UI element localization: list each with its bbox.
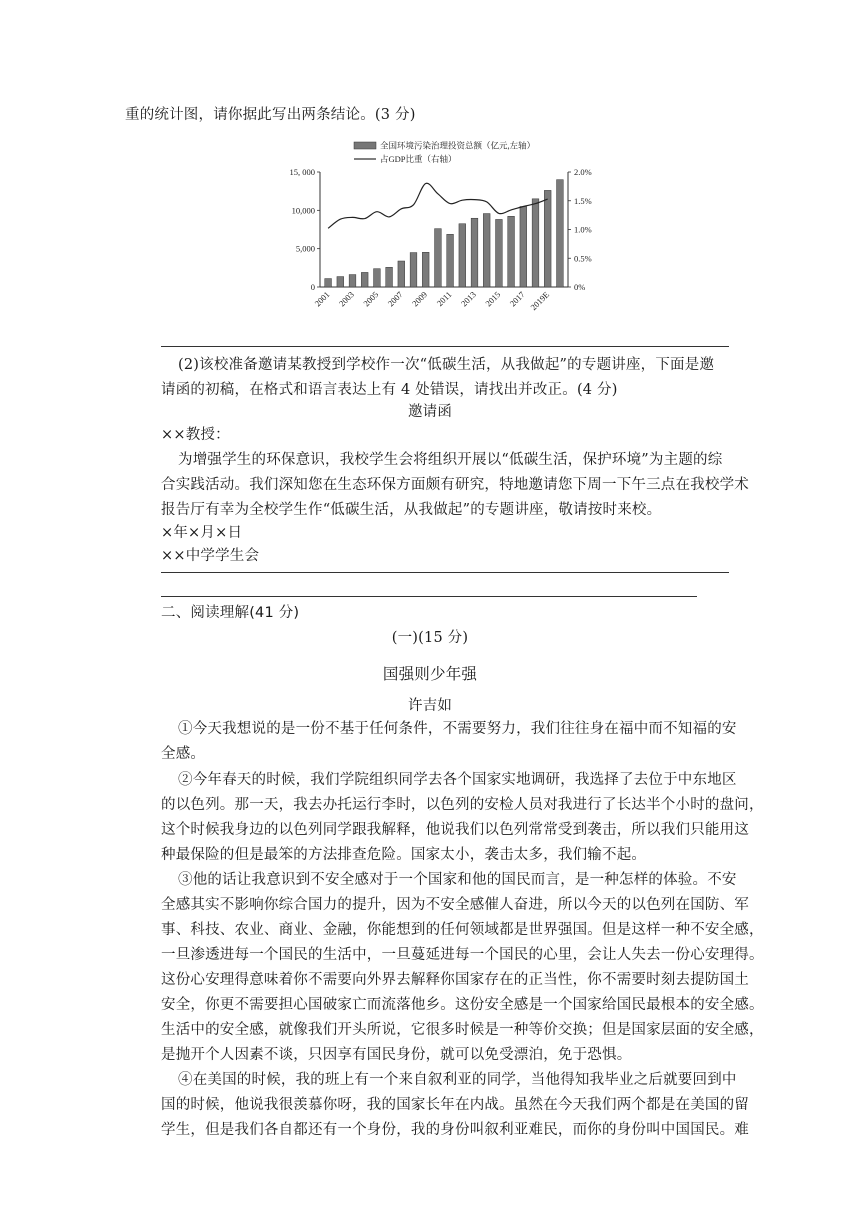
letter-body-line: 为增强学生的环保意识，我校学生会将组织开展以“低碳生活，保护环境”为主题的综 <box>178 452 723 468</box>
investment-bar <box>386 267 393 287</box>
left-axis-tick-label: 5,000 <box>295 243 315 254</box>
chart-line <box>328 183 548 228</box>
article-line: 这个时候我身边的以色列同学跟我解释，他说我们以色列常常受到袭击，所以我们只能用这 <box>161 822 749 838</box>
investment-bar <box>544 190 551 287</box>
investment-bar <box>447 234 454 287</box>
right-axis-tick-label: 1.0% <box>574 224 592 235</box>
investment-bar <box>471 218 478 287</box>
investment-chart <box>289 135 600 320</box>
legend-line-label: 占GDP比重（右轴） <box>380 154 457 164</box>
left-axis-tick-label: 15, 000 <box>289 167 315 177</box>
investment-bar <box>483 214 490 287</box>
legend-bar-label: 全国环境污染治理投资总额（亿元,左轴） <box>380 140 536 151</box>
chart-x-ticks <box>312 289 551 312</box>
investment-bar <box>508 216 515 287</box>
investment-bar <box>325 279 332 287</box>
q2-line2: 请函的初稿，在格式和语言表达上有 4 处错误，请找出并改正。(4 分) <box>161 382 618 398</box>
article-line: 一旦渗透进每一个国民的生活中，一旦蔓延进每一个国民的心里，会让人失去一份心安理得。 <box>161 947 764 963</box>
x-axis-tick-label: 2019E <box>528 289 552 313</box>
x-axis-tick-label: 2017 <box>507 289 527 309</box>
x-axis-tick-label: 2003 <box>336 289 356 309</box>
x-axis-tick-label: 2007 <box>385 289 405 309</box>
question-intro-line: 重的统计图，请你据此写出两条结论。(3 分) <box>125 107 416 123</box>
article-line: ①今天我想说的是一份不基于任何条件，不需要努力，我们往往身在福中而不知福的安 <box>178 721 737 737</box>
investment-bar <box>374 269 381 287</box>
article-line: 生活中的安全感，就像我们开头所说，它很多时候是一种等价交换；但是国家层面的安全感， <box>161 1022 764 1038</box>
article-line: ②今年春天的时候，我们学院组织同学去各个国家实地调研，我选择了去位于中东地区 <box>178 772 737 788</box>
letter-title: 邀请函 <box>407 404 453 420</box>
chart-bars <box>325 180 564 287</box>
letter-body-line: 报告厅有幸为全校学生作“低碳生活，从我做起”的专题讲座，敬请按时来校。 <box>161 502 662 518</box>
article-line: 的以色列。那一天，我去办托运行李时，以色列的安检人员对我进行了长达半个小时的盘问， <box>161 797 764 813</box>
article-title: 国强则少年强 <box>382 665 478 683</box>
left-axis-tick-label: 10,000 <box>291 205 315 216</box>
article-line: 事、科技、农业、商业、金融，你能想到的任何领域都是世界强国。但是这样一种不安全感， <box>161 922 764 938</box>
investment-bar <box>520 207 527 288</box>
x-axis-tick-label: 2009 <box>410 289 430 309</box>
chart-legend <box>354 141 535 165</box>
letter-signature: ××中学学生会 <box>161 548 260 564</box>
article-line: 种最保险的但是最笨的方法排查危险。国家太小，袭击太多，我们输不起。 <box>161 847 647 863</box>
x-axis-tick-label: 2013 <box>458 289 478 309</box>
investment-bar <box>459 224 466 287</box>
legend-bar-swatch <box>354 142 376 149</box>
investment-bar <box>361 272 368 287</box>
right-axis-tick-label: 0% <box>574 282 586 292</box>
investment-bar <box>337 277 344 287</box>
investment-bar <box>422 252 429 287</box>
left-axis-tick-label: 0 <box>310 282 315 292</box>
right-axis-tick-label: 0.5% <box>574 253 592 264</box>
x-axis-tick-label: 2005 <box>361 289 381 309</box>
investment-bar <box>410 253 417 287</box>
section-title: 二、阅读理解(41 分) <box>161 605 300 621</box>
section-subtitle: (一)(15 分) <box>391 630 469 646</box>
article-line: 这份心安理得意味着你不需要向外界去解释你国家存在的正当性，你不需要时刻去提防国土 <box>161 972 749 988</box>
x-axis-tick-label: 2001 <box>312 289 332 309</box>
x-axis-tick-label: 2011 <box>434 289 454 309</box>
q2-line1: (2)该校准备邀请某教授到学校作一次“低碳生活，从我做起”的专题讲座，下面是邀 <box>178 357 715 373</box>
investment-bar <box>398 261 405 287</box>
right-axis-tick-label: 1.5% <box>574 195 592 206</box>
gdp-share-line <box>328 183 548 228</box>
investment-bar <box>349 275 356 287</box>
investment-bar <box>532 199 539 287</box>
answer-line <box>161 596 697 597</box>
letter-salutation: ××教授： <box>161 427 230 443</box>
article-line: 是抛开个人因素不谈，只因享有国民身份，就可以免受漂泊，免于恐惧。 <box>161 1047 632 1063</box>
answer-line <box>161 572 729 573</box>
investment-bar <box>557 180 564 287</box>
letter-date: ×年×月×日 <box>161 525 243 541</box>
right-axis-tick-label: 2.0% <box>574 167 592 177</box>
answer-line <box>161 346 729 347</box>
x-axis-tick-label: 2015 <box>483 289 503 309</box>
article-line: 国的时候，他说我很羡慕你呀，我的国家长年在内战。虽然在今天我们两个都是在美国的留 <box>161 1097 749 1113</box>
article-line: ③他的话让我意识到不安全感对于一个国家和他的国民而言，是一种怎样的体验。不安 <box>178 872 737 888</box>
letter-body-line: 合实践活动。我们深知您在生态环保方面颇有研究，特地邀请您下周一下午三点在我校学术 <box>161 477 749 493</box>
article-line: 学生，但是我们各自都还有一个身份，我的身份叫叙利亚难民，而你的身份叫中国国民。难 <box>161 1122 749 1138</box>
article-line: 安全，你更不需要担心国破家亡而流落他乡。这份安全感是一个国家给国民最根本的安全感。 <box>161 997 764 1013</box>
article-line: 全感其实不影响你综合国力的提升，因为不安全感催人奋进，所以今天的以色列在国防、军 <box>161 897 749 913</box>
article-author: 许吉如 <box>407 698 453 714</box>
investment-bar <box>435 229 442 287</box>
investment-bar <box>496 219 503 287</box>
article-line: 全感。 <box>161 746 206 762</box>
article-line: ④在美国的时候，我的班上有一个来自叙利亚的同学，当他得知我毕业之后就要回到中 <box>178 1072 737 1088</box>
